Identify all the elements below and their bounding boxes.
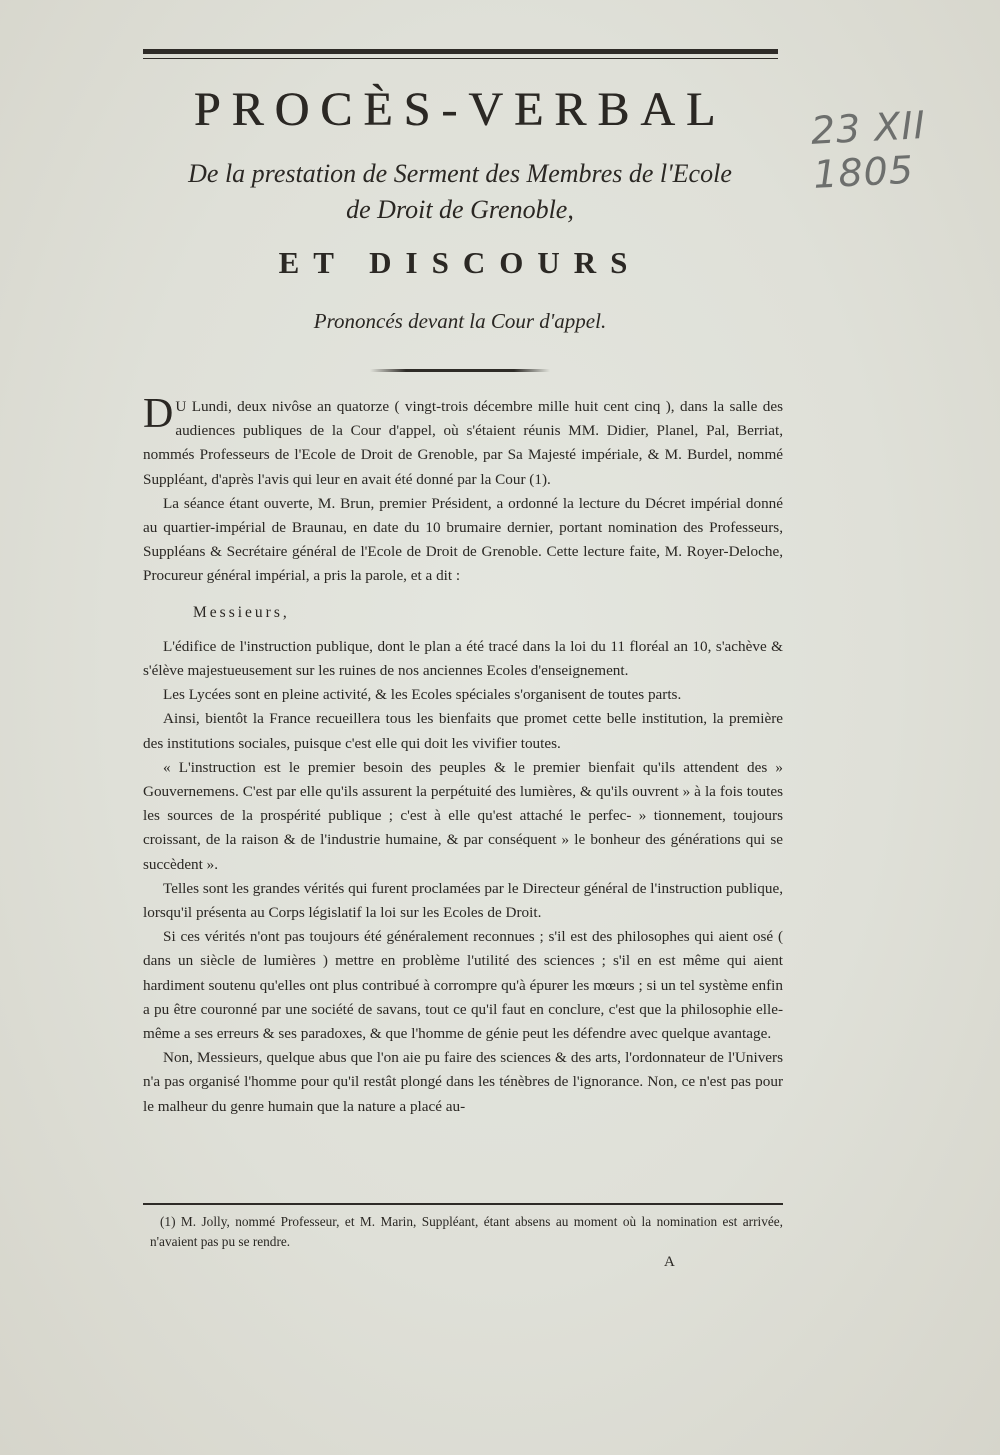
speech-paragraph-6: Si ces vérités n'ont pas toujours été généralement reconnues ; s'il est des philosophes qui aient osé ( dans un siècle de lumières ) mettre en problème l'utilité des sciences ; s'il en est même qui aient hardiment soutenu qu'elles ont plus contribué à corrompre qu'à épurer les mœurs ; si un tel système enfin a pu être couronné par une société de savans, tout ce qu'il faut en conclure, c'est que la philosophie elle-même a ses erreurs & ses paradoxes, & que l'homme de génie peut les défendre avec quelque avantage. — [143, 928, 783, 1043]
paragraph-2: La séance étant ouverte, M. Brun, premier Président, a ordonné la lecture du Décret impérial donné au quartier-impérial de Braunau, en date du 10 brumaire dernier, portant nomination des Professeurs, Suppléans & Secrétaire général de l'Ecole de Droit de Grenoble. Cette lecture faite, M. Royer-Deloche, Procureur général impérial, a pris la parole, et a dit : — [143, 494, 783, 585]
speech-paragraph-4: « L'instruction est le premier besoin des peuples & le premier bienfait qu'ils attendent des » Gouvernemens. C'est par elle qu'ils assurent la perpétuité des lumières, & qu'ils ouvrent » à la fois toutes les sources de la prospérité publique ; c'est à elle qu'est attaché le perfec- » tionnement, toujours croissant, de la raison & de l'industrie humaine, & par conséquent » le bonheur des générations qui se succèdent ». — [143, 758, 783, 873]
subtitle-line1: De la prestation de Serment des Membres de l'Ecole — [188, 159, 732, 188]
top-rule — [143, 49, 778, 59]
speech-paragraph-3: Ainsi, bientôt la France recueillera tous les bienfaits que promet cette belle institution, la première des institutions sociales, puisque c'est elle qui doit les vivifier toutes. — [143, 710, 783, 752]
body-text — [143, 391, 783, 1119]
heading-discours: ET DISCOURS — [278, 245, 642, 280]
paragraph-1 — [143, 391, 783, 492]
handwritten-date: 23 XII 1805 — [809, 102, 927, 197]
document-title: PROCÈS-VERBAL — [193, 83, 727, 136]
address-messieurs: Messieurs, — [193, 603, 290, 621]
speech-paragraph-2: Les Lycées sont en pleine activité, & les Ecoles spéciales s'organisent de toutes parts. — [163, 686, 682, 704]
subtitle-line2: de Droit de Grenoble, — [346, 195, 574, 224]
signature-mark: A — [664, 1254, 675, 1270]
ornamental-rule — [370, 369, 550, 372]
drop-cap: D — [143, 391, 174, 437]
footnote-rule — [143, 1203, 783, 1205]
footnote-text: (1) M. Jolly, nommé Professeur, et M. Marin, Suppléant, étant absens au moment où la nomination est arrivée, n'avaient pas pu se rendre. — [150, 1214, 783, 1249]
footnote — [150, 1212, 783, 1252]
speech-paragraph-5: Telles sont les grandes vérités qui furent proclamées par le Directeur général de l'instruction publique, lorsqu'il présenta au Corps législatif la loi sur les Ecoles de Droit. — [143, 879, 783, 922]
speech-paragraph-7: Non, Messieurs, quelque abus que l'on aie pu faire des sciences & des arts, l'ordonnateur de l'Univers n'a pas organisé l'homme pour qu'il restât plongé dans les ténèbres de l'ignorance. Non, ce n'est pas pour le malheur du genre humain que la nature a placé au- — [143, 1049, 783, 1115]
heading-prononces: Prononcés devant la Cour d'appel. — [313, 309, 607, 333]
paragraph-1-text: U Lundi, deux nivôse an quatorze ( vingt-trois décembre mille huit cent cinq ), dans la salle des audiences publiques de la Cour d'appel, où s'étaient réunis MM. Didier, Planel, Pal, Berriat, nommés Professeurs de l'Ecole de Droit de Grenoble, par Sa Majesté impériale, & M. Burdel, nommé Suppléant, d'après l'avis qui leur en avait été donné par la Cour (1). — [143, 398, 783, 488]
speech-paragraph-1: L'édifice de l'instruction publique, dont le plan a été tracé dans la loi du 11 floréal an 10, s'achève & s'élève majestueusement sur les ruines de nos anciennes Ecoles d'enseignement. — [143, 637, 783, 680]
